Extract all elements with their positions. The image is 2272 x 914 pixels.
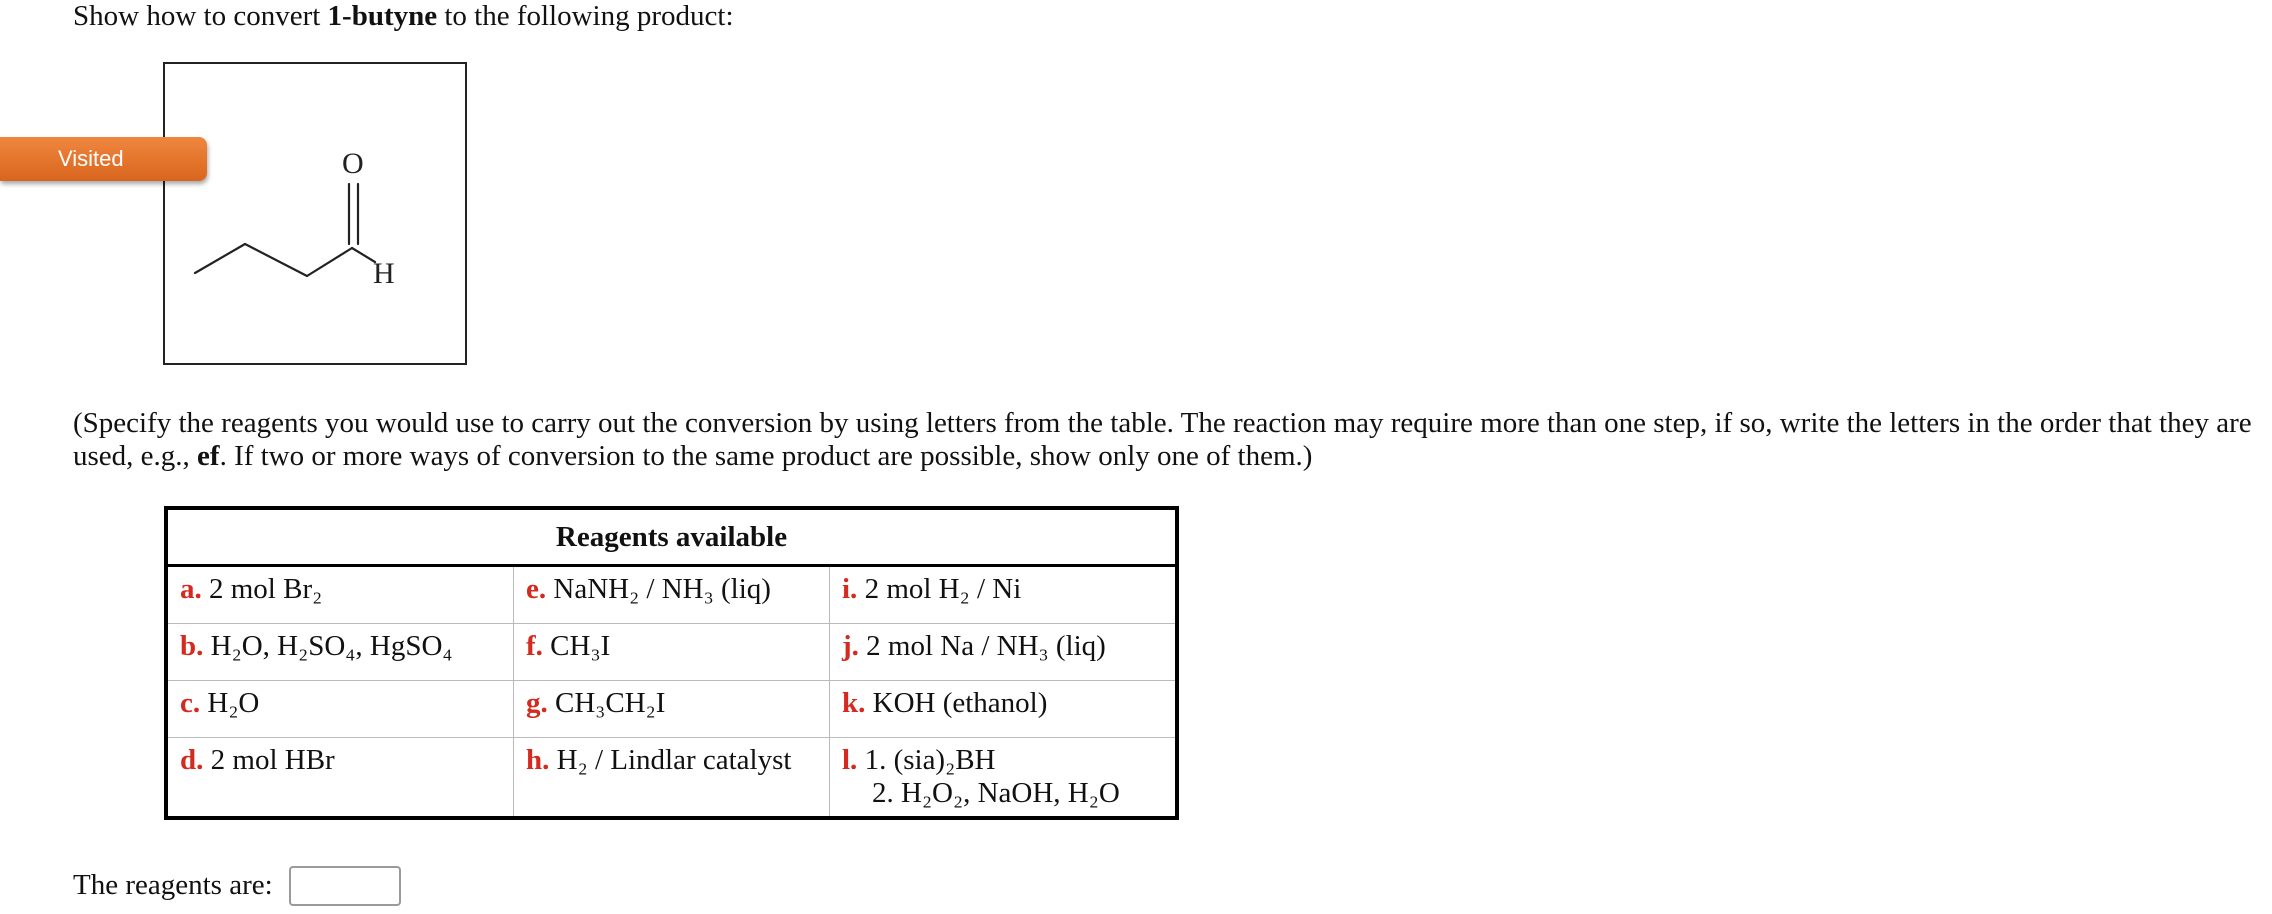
bond-c4-c3 (195, 244, 245, 273)
reagent-letter: i. (842, 573, 858, 605)
question-text (73, 0, 734, 32)
reagent-cell-h (514, 738, 830, 819)
reagent-cell-k (830, 681, 1178, 738)
reagent-text: KOH (ethanol) (872, 687, 1048, 719)
oxygen-atom-label: O (342, 147, 364, 180)
reagent-text: 2 mol Br₂ (209, 573, 323, 605)
visited-badge[interactable]: Visited (0, 137, 207, 181)
reagent-letter: e. (526, 573, 547, 605)
reagent-text: NaNH₂ / NH₃ (liq) (553, 573, 771, 605)
bond-c2-c1 (307, 248, 352, 276)
reagent-cell-j (830, 624, 1178, 681)
reagent-letter: f. (526, 630, 543, 662)
reagent-text-line2: 2. H₂O₂, NaOH, H₂O (872, 777, 1120, 809)
question-prefix: Show how to convert (73, 0, 328, 32)
reagent-text: 2 mol HBr (210, 744, 335, 776)
reagent-letter: l. (842, 744, 858, 776)
question-suffix: to the following product: (437, 0, 734, 32)
reagent-cell-l (830, 738, 1178, 819)
reagents-table (164, 506, 1179, 820)
instructions-part1: (Specify the reagents you would use to carry out the conversion by using letters from the table. The reaction may require more than one step, if so, write the letters in the order that they are used, e.g., (73, 407, 2252, 472)
reagents-answer-input[interactable] (289, 866, 401, 906)
reagent-letter: d. (180, 744, 204, 776)
reagent-text: H₂ / Lindlar catalyst (556, 744, 792, 776)
bond-c3-c2 (245, 244, 307, 276)
reagent-cell-e (514, 566, 830, 624)
reagent-letter: a. (180, 573, 202, 605)
reagent-cell-c (166, 681, 514, 738)
reagent-text: CH₃I (550, 630, 611, 662)
product-structure (163, 62, 467, 365)
reagents-table-header: Reagents available (166, 508, 1177, 566)
reagent-letter: g. (526, 687, 548, 719)
reagent-text: 2 mol H₂ / Ni (864, 573, 1022, 605)
reagent-text: H₂O, H₂SO₄, HgSO₄ (210, 630, 453, 662)
bond-c1-h (352, 248, 375, 262)
answer-label: The reagents are: (73, 869, 273, 901)
reagent-cell-f (514, 624, 830, 681)
reagent-letter: c. (180, 687, 201, 719)
reagent-letter: k. (842, 687, 866, 719)
instructions-text (73, 407, 2263, 473)
reagent-text: 2 mol Na / NH₃ (liq) (866, 630, 1106, 662)
reagent-letter: b. (180, 630, 204, 662)
reagent-text: H₂O (207, 687, 260, 719)
reagent-cell-a (166, 566, 514, 624)
reagent-cell-g (514, 681, 830, 738)
reagent-text: CH₃CH₂I (555, 687, 666, 719)
instructions-part2: . If two or more ways of conversion to the same product are possible, show only one of them.) (219, 440, 1313, 472)
reagent-letter: h. (526, 744, 550, 776)
hydrogen-atom-label: H (373, 257, 395, 290)
reactant-name: 1-butyne (327, 0, 438, 32)
reagent-cell-b (166, 624, 514, 681)
butanal-skeletal-structure (165, 64, 465, 363)
instructions-example: ef (197, 440, 220, 472)
reagent-text: 1. (sia)₂BH (864, 744, 996, 776)
reagent-cell-d (166, 738, 514, 819)
reagent-letter: j. (842, 630, 859, 662)
reagent-cell-i (830, 566, 1178, 624)
